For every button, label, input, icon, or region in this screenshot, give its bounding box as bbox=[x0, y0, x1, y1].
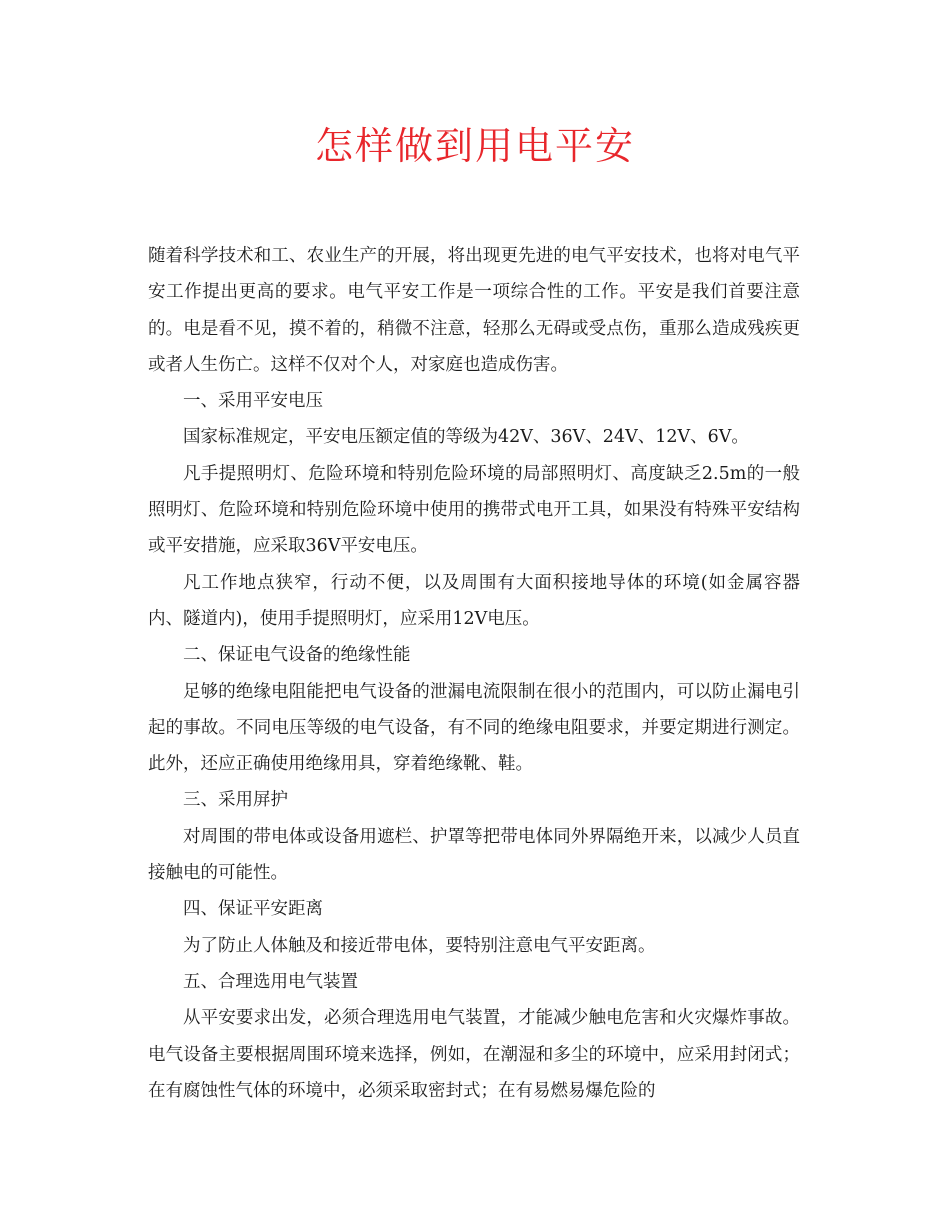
paragraph: 为了防止人体触及和接近带电体，要特别注意电气平安距离。 bbox=[183, 935, 656, 956]
paragraph: 国家标准规定，平安电压额定值的等级为42V、36V、24V、12V、6V。 bbox=[183, 427, 749, 448]
paragraph: 从平安要求出发，必须合理选用电气装置，才能减少触电危害和火灾爆炸事故。电气设备主要根据周围环境来选择，例如，在潮湿和多尘的环境中，应采用封闭式；在有腐蚀性气体的环境中，必须采取密封式；在有易燃易爆危险的 bbox=[148, 1008, 800, 1101]
document-body bbox=[148, 238, 800, 1109]
paragraph-intro: 随着科学技术和工、农业生产的开展，将出现更先进的电气平安技术，也将对电气平安工作提出更高的要求。电气平安工作是一项综合性的工作。平安是我们首要注意的。电是看不见，摸不着的，稍微不注意，轻那么无碍或受点伤，重那么造成残疾更或者人生伤亡。这样不仅对个人，对家庭也造成伤害。 bbox=[148, 246, 800, 375]
paragraph: 对周围的带电体或设备用遮栏、护罩等把带电体同外界隔绝开来，以减少人员直接触电的可能性。 bbox=[148, 826, 800, 884]
paragraph: 凡手提照明灯、危险环境和特别危险环境的局部照明灯、高度缺乏2.5m的一般照明灯、危险环境和特别危险环境中使用的携带式电开工具，如果没有特殊平安结构或平安措施，应采取36V平安电压。 bbox=[148, 463, 800, 557]
section-heading-4: 四、保证平安距离 bbox=[183, 899, 323, 920]
paragraph: 足够的绝缘电阻能把电气设备的泄漏电流限制在很小的范围内，可以防止漏电引起的事故。不同电压等级的电气设备，有不同的绝缘电阻要求，并要定期进行测定。此外，还应正确使用绝缘用具，穿着绝缘靴、鞋。 bbox=[148, 681, 800, 775]
paragraph: 凡工作地点狭窄，行动不便，以及周围有大面积接地导体的环境(如金属容器内、隧道内)，使用手提照明灯，应采用12V电压。 bbox=[148, 572, 800, 629]
section-heading-3: 三、采用屏护 bbox=[183, 790, 288, 811]
document-title: 怎样做到用电平安 bbox=[314, 124, 635, 168]
section-heading-2: 二、保证电气设备的绝缘性能 bbox=[183, 645, 411, 666]
section-heading-1: 一、采用平安电压 bbox=[183, 391, 323, 412]
section-heading-5: 五、合理选用电气装置 bbox=[183, 971, 358, 992]
